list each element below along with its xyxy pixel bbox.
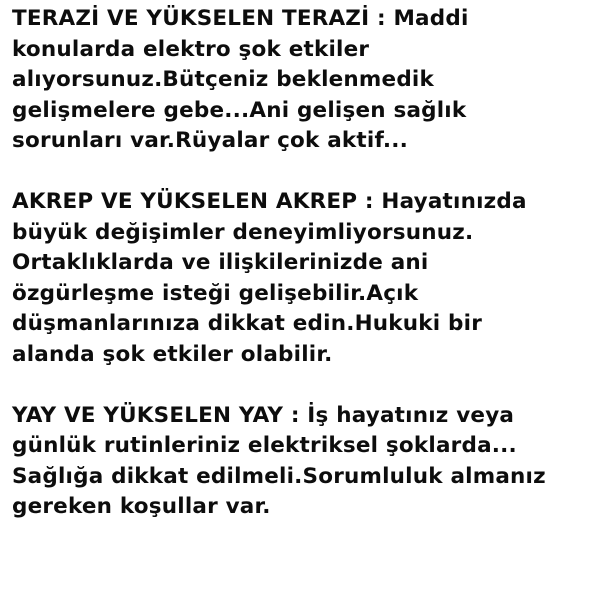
paragraph-spacer [12, 370, 600, 401]
scorpio-paragraph [12, 187, 600, 370]
text-line: sorunları var.Rüyalar çok aktif... [12, 128, 408, 153]
text-line: gereken koşullar var. [12, 494, 271, 519]
text-line: özgürleşme isteği gelişebilir.Açık [12, 280, 419, 306]
text-line: Sağlığa dikkat edilmeli.Sorumluluk almanız [12, 463, 546, 489]
text-line: büyük değişimler deneyimliyorsunuz. [12, 219, 474, 245]
horoscope-text-page [12, 4, 600, 523]
sagittarius-paragraph [12, 401, 600, 523]
text-line: düşmanlarınıza dikkat edin.Hukuki bir [12, 311, 483, 336]
text-line: AKREP VE YÜKSELEN AKREP : Hayatınızda [12, 189, 527, 214]
text-line: konularda elektro şok etkiler [12, 36, 370, 62]
text-line: alanda şok etkiler olabilir. [12, 341, 333, 367]
text-line: gelişmelere gebe...Ani gelişen sağlık [12, 97, 467, 123]
text-line: Ortaklıklarda ve ilişkilerinizde ani [12, 250, 429, 275]
text-line: günlük rutinleriniz elektriksel şoklarda... [12, 433, 517, 458]
text-line: YAY VE YÜKSELEN YAY : İş hayatınız veya [12, 402, 515, 428]
text-line: alıyorsunuz.Bütçeniz beklenmedik [12, 67, 434, 92]
paragraph-spacer [12, 157, 600, 188]
libra-paragraph [12, 4, 600, 157]
text-line: TERAZİ VE YÜKSELEN TERAZİ : Maddi [12, 6, 469, 31]
